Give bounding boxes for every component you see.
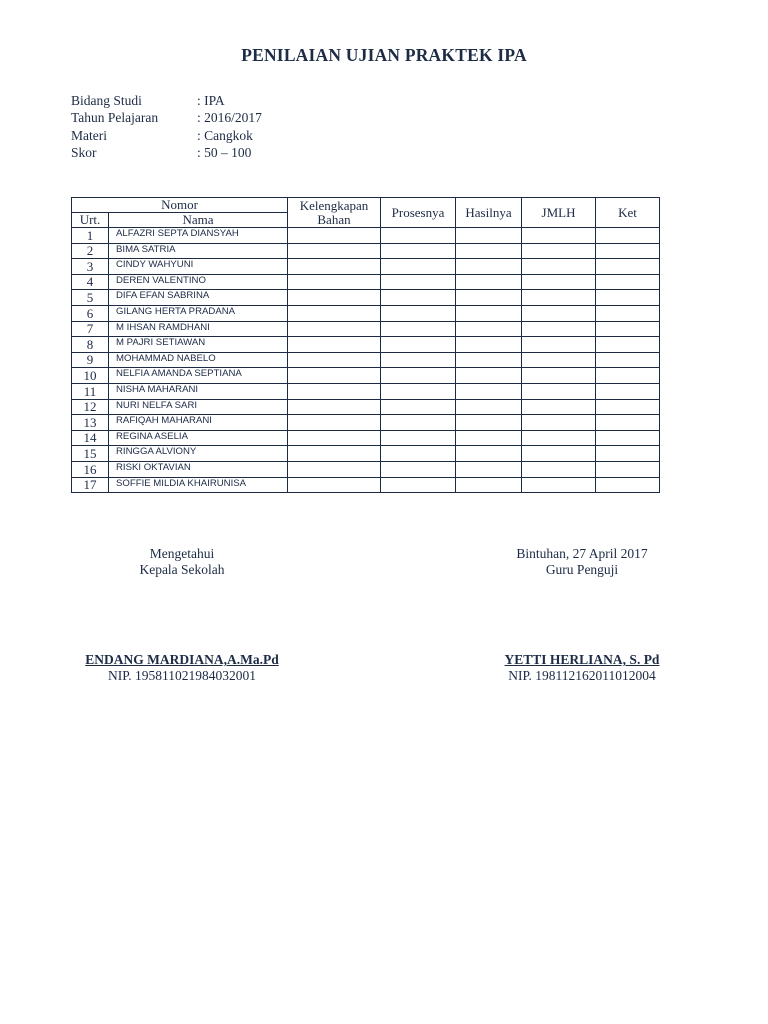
cell-jmlh xyxy=(522,415,596,431)
cell-ket xyxy=(596,446,660,462)
cell-hasilnya xyxy=(456,430,522,446)
table-row xyxy=(72,352,660,368)
cell-ket xyxy=(596,228,660,244)
cell-kelengkapan xyxy=(288,305,381,321)
info-value: : 2016/2017 xyxy=(197,110,262,126)
info-block xyxy=(71,92,262,161)
student-name: DEREN VALENTINO xyxy=(109,274,288,290)
cell-ket xyxy=(596,305,660,321)
cell-kelengkapan xyxy=(288,243,381,259)
cell-kelengkapan xyxy=(288,321,381,337)
cell-jmlh xyxy=(522,290,596,306)
cell-ket xyxy=(596,352,660,368)
cell-ket xyxy=(596,461,660,477)
cell-hasilnya xyxy=(456,337,522,353)
cell-prosesnya xyxy=(381,368,456,384)
cell-prosesnya xyxy=(381,477,456,493)
info-label: Materi xyxy=(71,127,107,143)
signature-left-block xyxy=(64,652,300,683)
student-name: NELFIA AMANDA SEPTIANA xyxy=(109,368,288,384)
cell-jmlh xyxy=(522,243,596,259)
header-kelengkapan xyxy=(288,198,381,228)
cell-ket xyxy=(596,430,660,446)
cell-jmlh xyxy=(522,352,596,368)
info-row-subject xyxy=(71,92,262,109)
row-number: 13 xyxy=(72,415,109,431)
student-name: CINDY WAHYUNI xyxy=(109,259,288,275)
headmaster-nip: NIP. 195811021984032001 xyxy=(107,667,256,683)
cell-prosesnya xyxy=(381,290,456,306)
cell-hasilnya xyxy=(456,368,522,384)
headmaster-name: ENDANG MARDIANA,A.Ma.Pd xyxy=(85,652,279,667)
table-row xyxy=(72,383,660,399)
cell-prosesnya xyxy=(381,243,456,259)
cell-hasilnya xyxy=(456,290,522,306)
cell-prosesnya xyxy=(381,352,456,368)
student-name: SOFFIE MILDIA KHAIRUNISA xyxy=(109,477,288,493)
signature-left-header xyxy=(71,546,293,577)
row-number: 1 xyxy=(72,228,109,244)
cell-jmlh xyxy=(522,461,596,477)
cell-hasilnya xyxy=(456,477,522,493)
header-kelengkapan-line1: Kelengkapan xyxy=(299,197,369,213)
cell-prosesnya xyxy=(381,305,456,321)
cell-jmlh xyxy=(522,383,596,399)
cell-prosesnya xyxy=(381,430,456,446)
info-label: Skor xyxy=(71,144,97,160)
cell-prosesnya xyxy=(381,383,456,399)
row-number: 10 xyxy=(72,368,109,384)
row-number: 5 xyxy=(72,290,109,306)
row-number: 14 xyxy=(72,430,109,446)
cell-hasilnya xyxy=(456,228,522,244)
examiner-nip: NIP. 198112162011012004 xyxy=(508,667,656,683)
cell-kelengkapan xyxy=(288,352,381,368)
student-name: M IHSAN RAMDHANI xyxy=(109,321,288,337)
cell-prosesnya xyxy=(381,337,456,353)
signature-right-header xyxy=(496,546,668,577)
row-number: 17 xyxy=(72,477,109,493)
cell-hasilnya xyxy=(456,305,522,321)
cell-jmlh xyxy=(522,430,596,446)
cell-prosesnya xyxy=(381,461,456,477)
table-row xyxy=(72,415,660,431)
student-name: GILANG HERTA PRADANA xyxy=(109,305,288,321)
table-row xyxy=(72,399,660,415)
row-number: 4 xyxy=(72,274,109,290)
row-number: 12 xyxy=(72,399,109,415)
table-row xyxy=(72,368,660,384)
cell-kelengkapan xyxy=(288,383,381,399)
info-value: : 50 – 100 xyxy=(197,144,252,160)
cell-kelengkapan xyxy=(288,259,381,275)
row-number: 8 xyxy=(72,337,109,353)
table-row xyxy=(72,446,660,462)
cell-prosesnya xyxy=(381,415,456,431)
signature-left-line1: Mengetahui xyxy=(149,546,215,561)
cell-jmlh xyxy=(522,446,596,462)
signature-right-line1: Bintuhan, 27 April 2017 xyxy=(516,546,648,561)
table-row xyxy=(72,461,660,477)
cell-ket xyxy=(596,290,660,306)
signature-right-block xyxy=(487,652,677,683)
row-number: 3 xyxy=(72,259,109,275)
header-jmlh: JMLH xyxy=(522,198,596,228)
cell-hasilnya xyxy=(456,321,522,337)
header-nama: Nama xyxy=(109,213,288,228)
signature-left-line2: Kepala Sekolah xyxy=(139,561,225,577)
table-row xyxy=(72,305,660,321)
cell-jmlh xyxy=(522,337,596,353)
cell-kelengkapan xyxy=(288,274,381,290)
cell-jmlh xyxy=(522,259,596,275)
cell-hasilnya xyxy=(456,461,522,477)
cell-jmlh xyxy=(522,305,596,321)
header-prosesnya: Prosesnya xyxy=(381,198,456,228)
info-value: : IPA xyxy=(197,93,225,108)
cell-ket xyxy=(596,321,660,337)
cell-prosesnya xyxy=(381,321,456,337)
cell-ket xyxy=(596,274,660,290)
row-number: 7 xyxy=(72,321,109,337)
cell-kelengkapan xyxy=(288,461,381,477)
cell-kelengkapan xyxy=(288,415,381,431)
cell-ket xyxy=(596,337,660,353)
cell-jmlh xyxy=(522,477,596,493)
score-table xyxy=(71,197,660,493)
header-hasilnya: Hasilnya xyxy=(456,198,522,228)
student-name: ALFAZRI SEPTA DIANSYAH xyxy=(109,228,288,244)
info-label: Tahun Pelajaran xyxy=(71,110,159,126)
table-row xyxy=(72,274,660,290)
cell-hasilnya xyxy=(456,415,522,431)
student-name: RISKI OKTAVIAN xyxy=(109,461,288,477)
row-number: 16 xyxy=(72,461,109,477)
cell-kelengkapan xyxy=(288,477,381,493)
table-row xyxy=(72,321,660,337)
cell-hasilnya xyxy=(456,399,522,415)
cell-ket xyxy=(596,477,660,493)
cell-prosesnya xyxy=(381,274,456,290)
signature-right-line2: Guru Penguji xyxy=(545,561,619,577)
student-name: NURI NELFA SARI xyxy=(109,399,288,415)
header-kelengkapan-line2: Bahan xyxy=(317,211,351,227)
row-number: 9 xyxy=(72,352,109,368)
table-row xyxy=(72,228,660,244)
info-value: : Cangkok xyxy=(197,127,253,143)
cell-kelengkapan xyxy=(288,446,381,462)
cell-hasilnya xyxy=(456,446,522,462)
cell-hasilnya xyxy=(456,383,522,399)
cell-kelengkapan xyxy=(288,228,381,244)
cell-ket xyxy=(596,383,660,399)
student-name: BIMA SATRIA xyxy=(109,243,288,259)
student-name: MOHAMMAD NABELO xyxy=(109,352,288,368)
cell-jmlh xyxy=(522,274,596,290)
table-row xyxy=(72,477,660,493)
info-label: Bidang Studi xyxy=(71,93,142,108)
row-number: 2 xyxy=(72,243,109,259)
cell-hasilnya xyxy=(456,259,522,275)
student-name: M PAJRI SETIAWAN xyxy=(109,337,288,353)
cell-hasilnya xyxy=(456,243,522,259)
cell-jmlh xyxy=(522,228,596,244)
examiner-name: YETTI HERLIANA, S. Pd xyxy=(504,652,660,667)
info-row-score xyxy=(71,144,262,161)
cell-prosesnya xyxy=(381,259,456,275)
cell-kelengkapan xyxy=(288,430,381,446)
cell-kelengkapan xyxy=(288,368,381,384)
cell-kelengkapan xyxy=(288,337,381,353)
table-row xyxy=(72,243,660,259)
student-name: RINGGA ALVIONY xyxy=(109,446,288,462)
table-row xyxy=(72,430,660,446)
cell-jmlh xyxy=(522,399,596,415)
page-title: PENILAIAN UJIAN PRAKTEK IPA xyxy=(241,45,527,65)
cell-jmlh xyxy=(522,321,596,337)
student-name: NISHA MAHARANI xyxy=(109,383,288,399)
cell-prosesnya xyxy=(381,446,456,462)
cell-hasilnya xyxy=(456,274,522,290)
student-name: RAFIQAH MAHARANI xyxy=(109,415,288,431)
header-ket: Ket xyxy=(596,198,660,228)
cell-ket xyxy=(596,259,660,275)
table-row xyxy=(72,337,660,353)
row-number: 15 xyxy=(72,446,109,462)
cell-kelengkapan xyxy=(288,399,381,415)
header-urt: Urt. xyxy=(72,213,109,228)
row-number: 11 xyxy=(72,383,109,399)
table-row xyxy=(72,290,660,306)
cell-kelengkapan xyxy=(288,290,381,306)
cell-prosesnya xyxy=(381,228,456,244)
table-row xyxy=(72,259,660,275)
cell-ket xyxy=(596,243,660,259)
info-row-year xyxy=(71,109,262,126)
row-number: 6 xyxy=(72,305,109,321)
cell-prosesnya xyxy=(381,399,456,415)
cell-ket xyxy=(596,415,660,431)
info-row-material xyxy=(71,127,262,144)
cell-hasilnya xyxy=(456,352,522,368)
header-nomor: Nomor xyxy=(72,198,288,213)
cell-ket xyxy=(596,399,660,415)
cell-ket xyxy=(596,368,660,384)
student-name: DIFA EFAN SABRINA xyxy=(109,290,288,306)
student-name: REGINA ASELIA xyxy=(109,430,288,446)
cell-jmlh xyxy=(522,368,596,384)
